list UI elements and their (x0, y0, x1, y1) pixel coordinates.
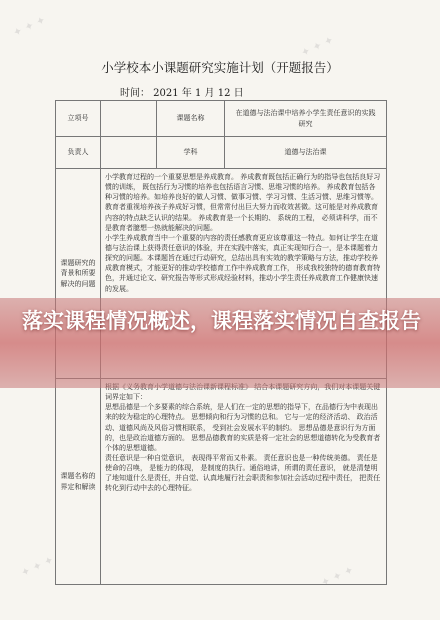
table-row (56, 379, 387, 585)
definition-paragraph-3: 责任意识是一种自觉意识， 表现得平常而又朴素。 责任意识也是一种传统美德。 责任是使命的召唤， 是能力的体现， 是制度的执行。通俗地讲，所谓的责任意识， 就是清楚明了地知道什么是责任，并自觉、认真地履行社会职责和参加社会活动过程中责任， 把责任转化到行动中去的心理特征。 (105, 453, 381, 493)
label-background: 课题研究的背景和所要解决的问题 (56, 169, 101, 379)
label-definition: 课题名称的界定和解读 (56, 379, 101, 585)
table-row (56, 137, 387, 169)
background-paragraph-1: 小学教育过程的一个重要思想是养成教育。 养成教育既包括正确行为的指导也包括良好习惯的训练， 既包括行为习惯的培养也包括语言习惯、思维习惯的培养。 养成教育包括各种习惯的培养。如培养良好的做人习惯、做事习惯、学习习惯、生活习惯、思维习惯等。教育者重视培养孩子养成好习惯，但常常付出巨大努力而收效甚微。这可能是对养成教育内容的特点缺乏认识的结果。 养成教育是一个长期的、 系统的工程， 必须讲科学，而不是教育者臆想一热就能解决的问题。 (105, 173, 381, 232)
label-project-number: 立项号 (56, 101, 101, 137)
value-subject: 道德与法治课 (225, 137, 387, 169)
watermark: ✦ ✦ ✦ (10, 13, 48, 40)
label-leader: 负责人 (56, 137, 101, 169)
document-title: 小学校本小课题研究实施计划（开题报告） (101, 60, 339, 75)
watermark: ✦ ✦ ✦ (318, 563, 356, 590)
label-subject: 学科 (157, 137, 225, 169)
background-paragraph-2: 小学生养成教育当中一个重要的内容的责任感教育更应该尊重这一特点。如何让学生在道德与法治课上获得责任意识的体验，并在实践中落实，真正实现知行合一，是本课题着力探究的问题。本课题旨在通过行动研究，总结出具有实效的教学策略与方法，推动学校养成教育模式，才能更好的推动学校德育工作中养成教育工作， 形成我校独特的德育教育特色，并通过论文、研究报告等形式形成经验材料，推动小学生责任养成教育工作健康快速的发展。 (105, 233, 381, 293)
headline-text: 落实课程情况概述，课程落实情况自查报告 (22, 309, 421, 333)
value-project-number (101, 101, 157, 137)
value-topic-name: 在道德与法治课中培养小学生责任意识的实践研究 (225, 101, 387, 137)
value-leader (101, 137, 157, 169)
label-topic-name: 课题名称 (157, 101, 225, 137)
table-row (56, 101, 387, 137)
document-time: 时间： 2021 年 1 月 12 日 (120, 88, 244, 99)
watermark: ✦ ✦ ✦ (298, 33, 336, 60)
definition-text (101, 379, 387, 585)
definition-paragraph-1: 词界定如下： (105, 393, 147, 402)
definition-paragraph-2: 思想品德是一个多要素的综合系统，是人们在一定的思想的指导下，在品德行为中表现出来的较为稳定的心理特点。 思想倾向和行为习惯的总和。 它与一定的经济活动、 政治活动、道德风尚及风俗习惯相联系， 受到社会发展水平的制约。 思想品德是意识行为方面的，也是政治道德方面的。 思想品德教育的实质是将一定社会的思想道德转化为受教育者个体的思想道德。 (105, 403, 381, 452)
watermark: ✦ ✦ ✦ (18, 553, 56, 580)
